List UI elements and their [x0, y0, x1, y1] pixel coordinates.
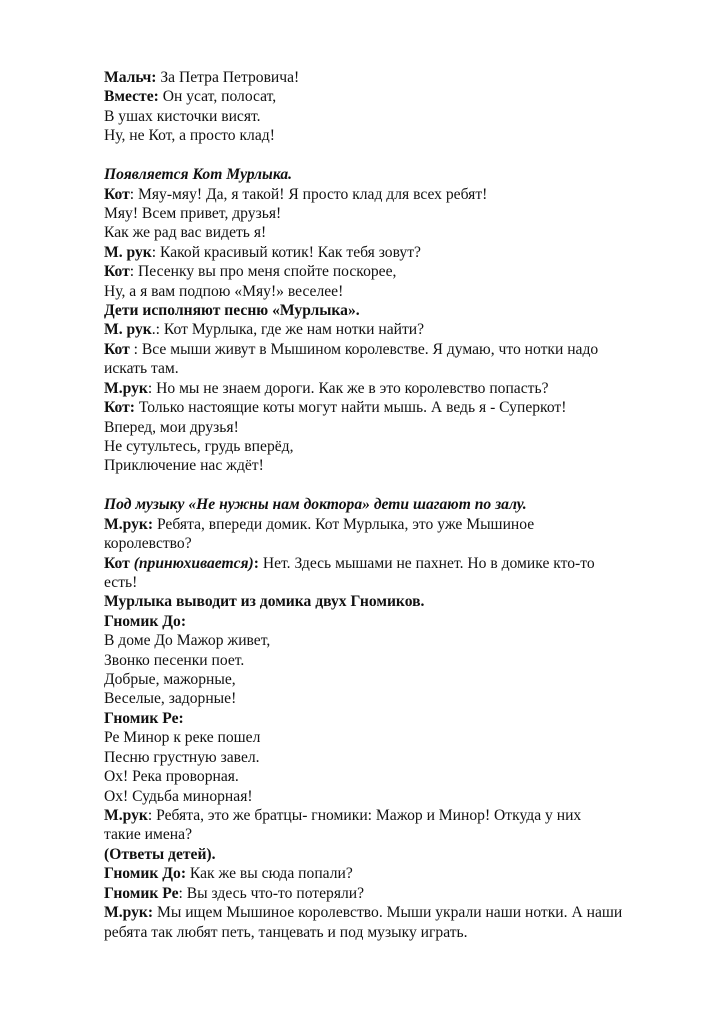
verse-line: Приключение нас ждёт! [104, 457, 264, 475]
speaker: М.рук [104, 379, 148, 397]
verse-line: Ох! Река проворная. [104, 768, 239, 786]
dialogue-line [104, 340, 684, 359]
speaker: М.рук: [104, 515, 154, 533]
verse-line: Песню грустную завел. [104, 748, 260, 766]
speaker: Гномик Ре [104, 884, 179, 902]
verse-line: Не сутультесь, грудь вперёд, [104, 438, 294, 455]
dialogue-line [104, 884, 684, 903]
speaker: М.рук [104, 807, 148, 824]
speaker: М. рук [104, 321, 152, 339]
verse-line: искать там. [104, 360, 179, 378]
line-text: Ребята, впереди домик. Кот Мурлыка, это уже Мышиное [153, 515, 535, 533]
dialogue-line [104, 320, 684, 339]
dialogue-line [104, 243, 684, 262]
line-text: : Все мыши живут в Мышином королевстве. Я думаю, что нотки надо [129, 340, 599, 358]
verse-line: В ушах кисточки висят. [104, 107, 261, 125]
dialogue-line [104, 515, 684, 534]
verse-line: Как же рад вас видеть я! [104, 224, 267, 242]
line-text: : Песенку вы про меня спойте поскорее, [129, 263, 397, 281]
speaker: Кот [104, 554, 134, 572]
verse-line: Ну, не Кот, а просто клад! [104, 127, 275, 145]
verse-line: Ох! Судьба минорная! [104, 787, 253, 805]
line-text: Мы ищем Мышиное королевство. Мыши украли наши нотки. А наши [153, 904, 623, 922]
stage-direction: Мурлыка выводит из домика двух Гномиков. [104, 593, 425, 611]
line-text: : Какой красивый котик! Как тебя зовут? [151, 243, 421, 261]
dialogue-line [104, 903, 684, 922]
dialogue-line [104, 398, 684, 417]
line-text: Только настоящие коты могут найти мышь. А ведь я - Суперкот! [134, 399, 567, 417]
dialogue-line [104, 262, 684, 281]
dialogue-line [104, 379, 684, 398]
speaker: Гномик До: [104, 865, 187, 883]
line-text: За Петра Петровича! [156, 69, 300, 86]
stage-direction: Под музыку «Не нужны нам доктора» дети шагают по залу. [104, 496, 527, 514]
dialogue-line [104, 864, 684, 883]
verse-line: Звонко песенки поет. [104, 651, 245, 669]
speaker: Вместе: [104, 88, 159, 106]
line-text: : Вы здесь что-то потеряли? [178, 884, 365, 902]
line-text: Как же вы сюда попали? [186, 865, 353, 883]
speaker: Кот [104, 263, 130, 281]
dialogue-line [104, 87, 684, 106]
speaker: Кот [104, 185, 130, 203]
remark: (принюхивается) [133, 554, 254, 572]
line-text: .: Кот Мурлыка, где же нам нотки найти? [151, 321, 425, 339]
verse-line: В доме До Мажор живет, [104, 632, 271, 650]
line-text: Он усат, полосат, [158, 88, 277, 106]
speaker: Кот: [104, 399, 135, 417]
verse-line: королевство? [104, 535, 192, 553]
verse-line: ребята так любят петь, танцевать и под музыку играть. [104, 923, 468, 941]
verse-line: Мяу! Всем привет, друзья! [104, 204, 282, 222]
dialogue-line [104, 554, 684, 573]
dialogue-line [104, 185, 684, 204]
dialogue-line [104, 806, 684, 825]
verse-line: Добрые, мажорные, [104, 671, 236, 689]
document-page [104, 68, 684, 942]
speaker: Гномик До: [104, 612, 187, 630]
speaker: М. рук [104, 243, 152, 261]
stage-direction: Дети исполняют песню «Мурлыка». [104, 302, 360, 320]
speaker: Кот [104, 340, 130, 358]
verse-line: Вперед, мои друзья! [104, 418, 239, 436]
speaker: Гномик Ре: [104, 709, 184, 727]
spacer [104, 146, 684, 165]
speaker: М.рук: [104, 904, 154, 922]
speaker: Мальч: [104, 69, 157, 86]
line-text: Нет. Здесь мышами не пахнет. Но в домике кто-то [258, 554, 595, 572]
spacer [104, 476, 684, 495]
line-text: : Мяу-мяу! Да, я такой! Я просто клад для всех ребят! [129, 185, 488, 203]
line-text: : Но мы не знаем дороги. Как же в это королевство попасть? [147, 379, 549, 397]
line-text: : Ребята, это же братцы- гномики: Мажор и Минор! Откуда у них [147, 807, 582, 824]
stage-direction: Появляется Кот Мурлыка. [104, 166, 293, 184]
verse-line: есть! [104, 573, 138, 591]
verse-line: Ну, а я вам подпою «Мяу!» веселее! [104, 282, 344, 300]
verse-line: такие имена? [104, 826, 192, 844]
stage-direction: (Ответы детей). [104, 845, 216, 863]
verse-line: Веселые, задорные! [104, 690, 237, 708]
colon: : [253, 554, 259, 572]
verse-line: Ре Минор к реке пошел [104, 729, 261, 747]
dialogue-line [104, 68, 684, 87]
